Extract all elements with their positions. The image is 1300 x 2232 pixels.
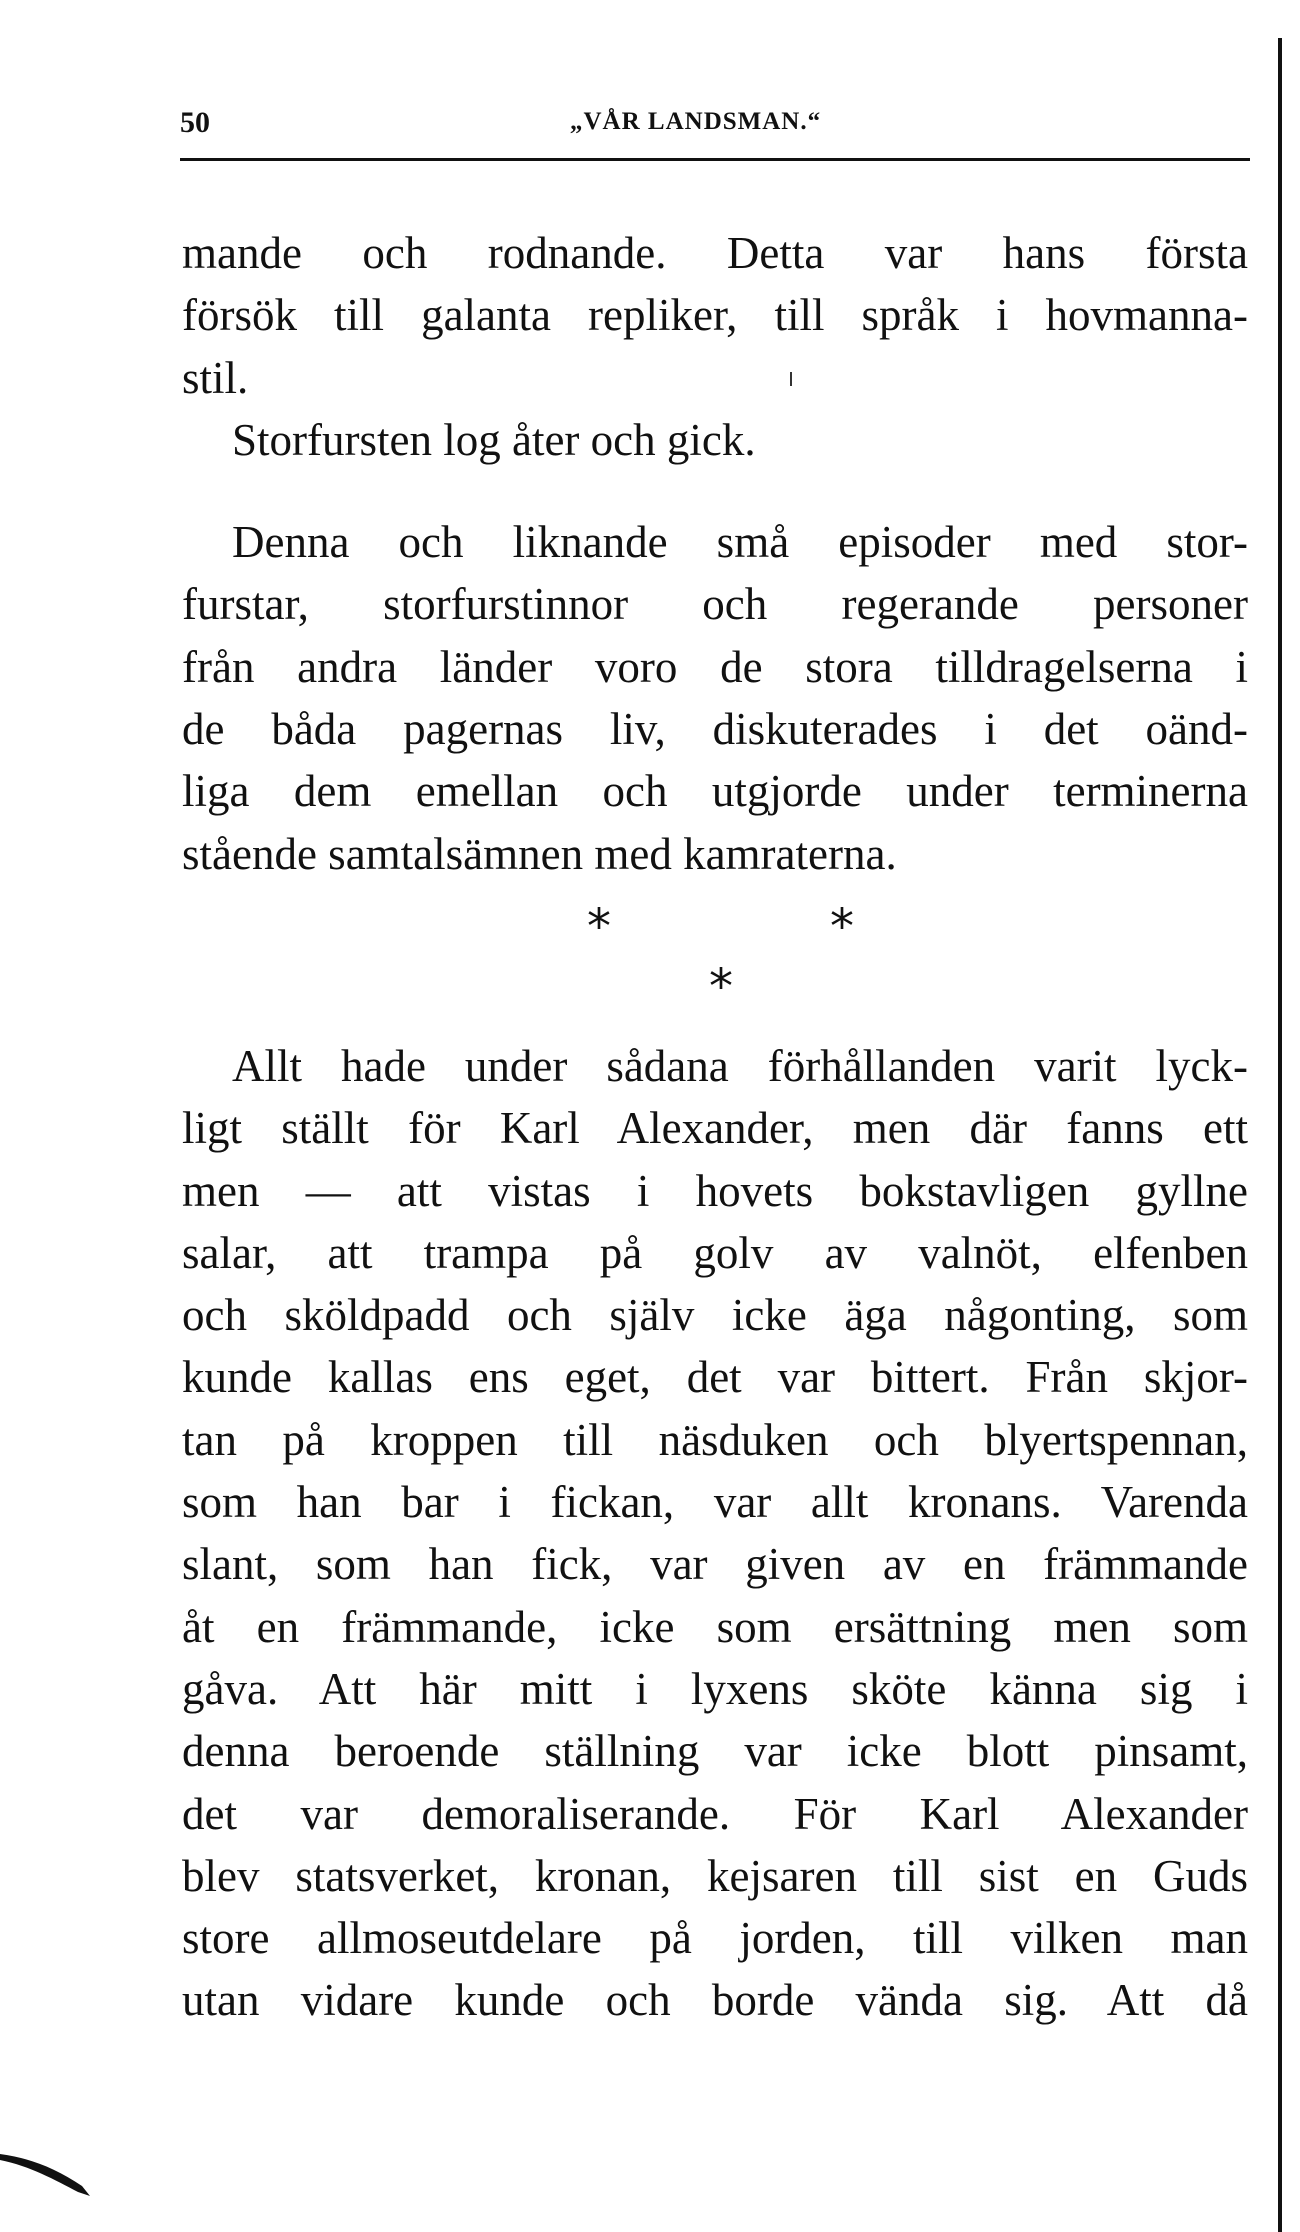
- text-line: furstar, storfurstinnor och regerande personer: [182, 579, 1248, 630]
- paragraph-1: [182, 222, 1248, 409]
- text-line: utan vidare kunde och borde vända sig. Att då: [182, 1975, 1248, 2026]
- header-rule: [180, 158, 1250, 161]
- text-line: liga dem emellan och utgjorde under terminerna: [182, 766, 1248, 817]
- running-title: „VÅR LANDSMAN.“: [570, 108, 822, 135]
- page-header: [180, 96, 1250, 156]
- page-edge-rule: [1278, 38, 1282, 2232]
- asterisk: *: [709, 958, 733, 1015]
- text-line: stående samtalsämnen med kamraterna.: [182, 828, 897, 879]
- text-line: det var demoraliserande. För Karl Alexander: [182, 1788, 1248, 1839]
- text-line: ligt ställt för Karl Alexander, men där fanns ett: [182, 1103, 1248, 1154]
- text-line: försök till galanta repliker, till språk i hovmanna-: [182, 290, 1248, 341]
- text-line: från andra länder voro de stora tilldragelserna i: [182, 641, 1248, 692]
- text-line: Storfursten log åter och gick.: [232, 414, 756, 465]
- text-line: och sköldpadd och själv icke äga någonting, som: [182, 1290, 1248, 1341]
- body-text: [182, 222, 1248, 2032]
- text-line: mande och rodnande. Detta var hans första: [182, 228, 1248, 278]
- paragraph-2: [182, 409, 1248, 471]
- text-line: salar, att trampa på golv av valnöt, elfenben: [182, 1227, 1248, 1278]
- text-line: blev statsverket, kronan, kejsaren till sist en Guds: [182, 1850, 1248, 1901]
- asterisk: *: [830, 898, 854, 955]
- text-line: men — att vistas i hovets bokstavligen gyllne: [182, 1165, 1248, 1216]
- paragraph-4: [182, 1035, 1248, 2032]
- text-line: slant, som han fick, var given av en främmande: [182, 1539, 1248, 1590]
- text-line: gåva. Att här mitt i lyxens sköte känna sig i: [182, 1663, 1248, 1714]
- text-line: kunde kallas ens eget, det var bittert. Från skjor-: [182, 1352, 1248, 1403]
- scan-artifact-mark: [0, 2140, 100, 2200]
- text-line: tan på kroppen till näsduken och blyertspennan,: [182, 1414, 1248, 1465]
- text-line: denna beroende ställning var icke blott pinsamt,: [182, 1726, 1248, 1777]
- text-line: Allt hade under sådana förhållanden varit lyck-: [232, 1040, 1248, 1091]
- text-line: de båda pagernas liv, diskuterades i det oänd-: [182, 704, 1248, 755]
- paragraph-3: [182, 511, 1248, 885]
- text-line: store allmoseutdelare på jorden, till vilken man: [182, 1913, 1248, 1964]
- text-line: stil.: [182, 352, 249, 403]
- page-number: 50: [180, 106, 210, 139]
- asterisk: *: [587, 898, 611, 955]
- text-line: åt en främmande, icke som ersättning men som: [182, 1601, 1248, 1652]
- section-separator: [182, 885, 1248, 1035]
- text-line: som han bar i fickan, var allt kronans. Varenda: [182, 1477, 1248, 1528]
- text-line: Denna och liknande små episoder med stor-: [232, 517, 1248, 568]
